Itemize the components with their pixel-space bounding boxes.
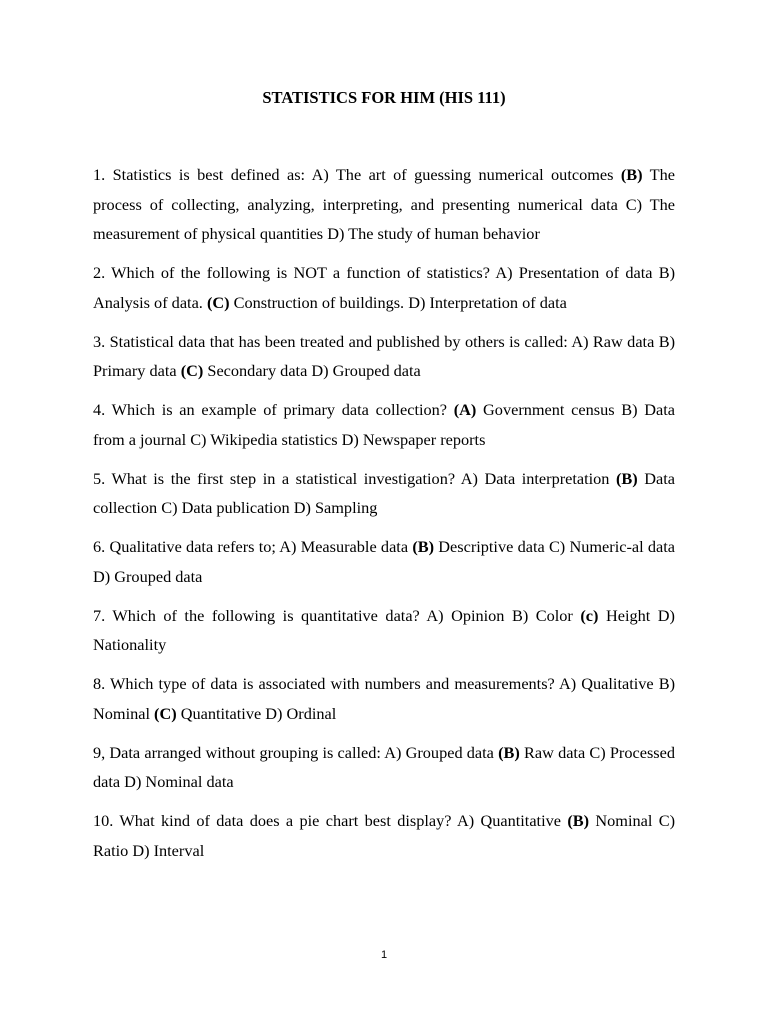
question-text-rest: Government census B) Data from a journal C) Wikipedia statistics D) Newspaper reports	[93, 400, 675, 449]
question-text-rest: Nominal C) Ratio D) Interval	[93, 811, 676, 860]
question-text-rest: Height D) Nationality	[93, 605, 675, 654]
question-4	[93, 395, 675, 454]
answer-marker: (B)	[412, 537, 435, 556]
question-1	[93, 160, 675, 249]
question-text-rest: Quantitative D) Ordinal	[176, 703, 337, 723]
answer-marker: (c)	[580, 605, 599, 625]
answer-marker: (B)	[498, 742, 520, 762]
answer-marker: (C)	[206, 292, 230, 312]
page-number: 1	[380, 949, 388, 961]
question-text: 5. What is the first step in a statistical investigation? A) Data interpretation	[93, 468, 616, 488]
question-text-rest: Descriptive data C) Numeric-al data D) Grouped data	[93, 537, 675, 586]
page-title: STATISTICS FOR HIM (HIS 111)	[262, 88, 506, 107]
question-text: 6. Qualitative data refers to; A) Measurable data	[93, 537, 413, 556]
answer-marker: (C)	[180, 361, 204, 380]
question-text-rest: Secondary data D) Grouped data	[203, 361, 421, 380]
question-5	[93, 464, 675, 523]
question-text: 8. Which type of data is associated with numbers and measurements? A) Qualitative B) Nominal	[93, 674, 675, 723]
answer-marker: (B)	[567, 811, 590, 830]
answer-marker: (A)	[453, 400, 477, 419]
question-8	[93, 669, 675, 728]
question-text: 3. Statistical data that has been treated and published by others is called: A) Raw data B) Primary data	[93, 331, 675, 380]
question-text: 1. Statistics is best defined as: A) The art of guessing numerical outcomes	[93, 165, 621, 184]
question-text: 4. Which is an example of primary data collection?	[93, 400, 454, 419]
question-9	[93, 738, 675, 797]
answer-marker: (B)	[616, 468, 638, 488]
question-6	[93, 532, 675, 591]
question-text-rest: The process of collecting, analyzing, interpreting, and presenting numerical data C) The measurement of physical quantities D) The study of human behavior	[93, 165, 675, 243]
question-text: 9, Data arranged without grouping is called: A) Grouped data	[93, 742, 499, 762]
question-text: 2. Which of the following is NOT a function of statistics? A) Presentation of data B) Analysis of data.	[93, 263, 675, 312]
question-text-rest: Raw data C) Processed data D) Nominal data	[93, 742, 675, 791]
question-text: 7. Which of the following is quantitative data? A) Opinion B) Color	[93, 605, 581, 625]
question-10	[93, 806, 675, 865]
question-3	[93, 327, 675, 386]
question-7	[93, 601, 675, 660]
question-text-rest: Construction of buildings. D) Interpretation of data	[229, 292, 567, 312]
question-text-rest: Data collection C) Data publication D) Sampling	[93, 468, 675, 517]
question-2	[93, 258, 675, 317]
answer-marker: (C)	[154, 703, 177, 723]
answer-marker: (B)	[620, 165, 643, 184]
question-text: 10. What kind of data does a pie chart best display? A) Quantitative	[93, 811, 568, 830]
question-list	[93, 160, 675, 875]
